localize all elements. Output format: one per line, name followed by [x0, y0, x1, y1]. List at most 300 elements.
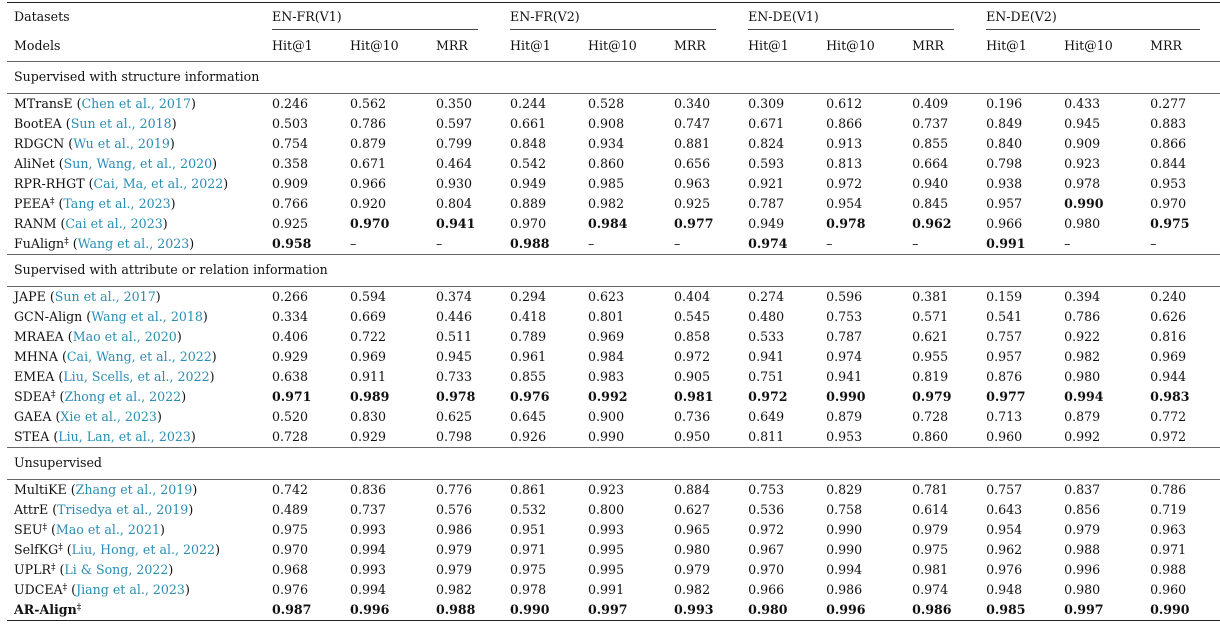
- citation-year: 2019: [137, 135, 170, 151]
- value-cell: 0.990: [1150, 600, 1220, 621]
- value-cell: 0.988: [436, 600, 510, 621]
- table-row: [7, 174, 1220, 194]
- value-cell: 0.980: [1064, 368, 1101, 384]
- citation: (Wu et al., 2019): [64, 135, 175, 151]
- table-row: [7, 287, 1220, 308]
- value-cell: 0.757: [986, 481, 1023, 497]
- value-cell: 0.970: [748, 561, 785, 577]
- model-name: RDGCN: [14, 135, 65, 151]
- citation-year: 2019: [160, 481, 193, 497]
- value-cell: 0.536: [748, 501, 785, 517]
- model-cell: [7, 540, 272, 560]
- value-cell: 0.966: [748, 581, 785, 597]
- value-cell: 0.954: [986, 521, 1023, 537]
- value-cell: 0.982: [674, 581, 711, 597]
- dataset-group-label: EN-DE(V2): [986, 11, 1200, 31]
- metric-header: Hit@1: [510, 38, 551, 54]
- model-cell: [7, 214, 272, 234]
- model-name: SelfKG: [14, 541, 59, 557]
- value-cell: 0.562: [350, 95, 387, 111]
- citation-authors: Liu, Scells, et al.,: [63, 368, 178, 384]
- value-cell: 0.816: [1150, 328, 1187, 344]
- citation-year: 2017: [123, 288, 156, 304]
- model-name: JAPE: [14, 288, 46, 304]
- citation: (Chen et al., 2017): [72, 95, 196, 111]
- model-name: AliNet: [14, 155, 55, 171]
- value-cell: 0.945: [1064, 115, 1101, 131]
- citation-authors: Cai, Ma, et al.,: [93, 175, 192, 191]
- value-cell: 0.941: [436, 215, 476, 231]
- value-cell: 0.979: [1064, 521, 1101, 537]
- value-cell: 0.754: [272, 135, 309, 151]
- value-cell: 0.965: [674, 521, 711, 537]
- value-cell: 0.989: [350, 388, 390, 404]
- value-cell: 0.858: [674, 328, 711, 344]
- table-row: [7, 500, 1220, 520]
- value-cell: 0.983: [1150, 388, 1190, 404]
- value-cell: 0.997: [1064, 600, 1150, 621]
- value-cell: 0.786: [350, 115, 387, 131]
- value-cell: 0.542: [510, 155, 547, 171]
- double-dagger-mark: ‡: [49, 196, 55, 207]
- value-cell: 0.951: [510, 521, 547, 537]
- metric-header: Hit@1: [986, 38, 1027, 54]
- model-name: BootEA: [14, 115, 62, 131]
- value-cell: 0.962: [912, 215, 952, 231]
- value-cell: 0.340: [674, 95, 711, 111]
- value-cell: 0.489: [272, 501, 309, 517]
- value-cell: 0.274: [748, 288, 785, 304]
- table-row: [7, 407, 1220, 427]
- model-cell: [7, 114, 272, 134]
- value-cell: 0.953: [1150, 175, 1187, 191]
- double-dagger-mark: ‡: [51, 389, 56, 400]
- value-cell: 0.879: [826, 408, 863, 424]
- value-cell: 0.900: [588, 408, 625, 424]
- value-cell: 0.976: [510, 388, 550, 404]
- citation-link[interactable]: [73, 136, 170, 151]
- citation-link[interactable]: [64, 156, 213, 171]
- citation: (Trisedya et al., 2019): [48, 501, 194, 517]
- model-cell: [7, 387, 272, 407]
- table-row: [7, 560, 1220, 580]
- value-cell: 0.532: [510, 501, 547, 517]
- value-cell: 0.786: [1064, 308, 1101, 324]
- citation-year: 2023: [130, 215, 163, 231]
- value-cell: 0.571: [912, 308, 949, 324]
- value-cell: 0.975: [510, 561, 547, 577]
- value-cell: 0.576: [436, 501, 473, 517]
- citation-link[interactable]: [67, 349, 212, 364]
- table-row: [7, 427, 1220, 448]
- citation-authors: Liu, Hong, et al.,: [71, 541, 183, 557]
- value-cell: 0.923: [588, 481, 625, 497]
- double-dagger-mark: ‡: [64, 236, 69, 247]
- value-cell: 0.926: [510, 428, 547, 444]
- value-cell: 0.992: [1064, 428, 1101, 444]
- value-cell: 0.911: [350, 368, 387, 384]
- citation-authors: Sun, Wang, et al.,: [63, 155, 181, 171]
- citation: (Li & Song, 2022): [55, 561, 174, 577]
- value-cell: 0.358: [272, 155, 309, 171]
- value-cell: 0.905: [674, 368, 711, 384]
- model-cell: [7, 367, 272, 387]
- model-name: GAEA: [14, 408, 52, 424]
- value-cell: 0.798: [436, 428, 473, 444]
- citation-link[interactable]: [65, 216, 162, 231]
- table-row: [7, 327, 1220, 347]
- value-cell: 0.866: [826, 115, 863, 131]
- dataset-group-en-fr-v2: [510, 3, 748, 33]
- value-cell: 0.990: [510, 600, 588, 621]
- value-cell: 0.945: [436, 348, 473, 364]
- value-cell: 0.909: [1064, 135, 1101, 151]
- citation-year: 2023: [158, 428, 191, 444]
- value-cell: 0.980: [674, 541, 711, 557]
- citation-link[interactable]: [55, 289, 156, 304]
- citation-year: 2020: [144, 328, 177, 344]
- value-cell: 0.829: [826, 481, 863, 497]
- value-cell: 0.433: [1064, 95, 1101, 111]
- value-cell: 0.929: [272, 348, 309, 364]
- value-cell: 0.994: [826, 561, 863, 577]
- citation-link[interactable]: [63, 369, 209, 384]
- value-cell: 0.879: [1064, 408, 1101, 424]
- value-cell: 0.883: [1150, 115, 1187, 131]
- citation: (Cai et al., 2023): [56, 215, 168, 231]
- value-cell: 0.800: [588, 501, 625, 517]
- value-cell: 0.884: [674, 481, 711, 497]
- value-cell: 0.980: [1064, 581, 1101, 597]
- double-dagger-mark: ‡: [42, 522, 47, 533]
- table-row: [7, 194, 1220, 214]
- value-cell: –: [1150, 235, 1157, 251]
- value-cell: 0.991: [588, 581, 625, 597]
- citation-year: 2017: [158, 95, 191, 111]
- value-cell: 0.972: [826, 175, 863, 191]
- table-row: [7, 234, 1220, 255]
- table-row: [7, 600, 1220, 621]
- citation: (Cai, Ma, et al., 2022): [84, 175, 229, 191]
- model-cell: [7, 154, 272, 174]
- value-cell: 0.974: [748, 235, 788, 251]
- value-cell: 0.593: [748, 155, 785, 171]
- citation-authors: Tang et al.,: [63, 195, 139, 211]
- value-cell: 0.404: [674, 288, 711, 304]
- value-cell: 0.961: [510, 348, 547, 364]
- value-cell: 0.196: [986, 95, 1023, 111]
- value-cell: 0.974: [912, 581, 949, 597]
- value-cell: 0.855: [510, 368, 547, 384]
- value-cell: 0.294: [510, 288, 547, 304]
- model-name: STEA: [14, 428, 50, 444]
- value-cell: 0.545: [674, 308, 711, 324]
- value-cell: 0.848: [510, 135, 547, 151]
- citation-link[interactable]: [76, 582, 185, 597]
- value-cell: 0.627: [674, 501, 711, 517]
- citation: (Zhong et al., 2022): [55, 388, 187, 404]
- value-cell: 0.861: [510, 481, 547, 497]
- value-cell: 0.976: [986, 561, 1023, 577]
- model-cell: [7, 287, 272, 308]
- model-name: MHNA: [14, 348, 58, 364]
- value-cell: 0.993: [588, 521, 625, 537]
- value-cell: 0.990: [588, 428, 625, 444]
- citation-authors: Wang et al.,: [77, 235, 158, 251]
- value-cell: 0.511: [436, 328, 473, 344]
- table-row: [7, 134, 1220, 154]
- citation-link[interactable]: [58, 429, 191, 444]
- value-cell: 0.742: [272, 481, 309, 497]
- value-cell: 0.972: [748, 388, 788, 404]
- citation-link[interactable]: [78, 236, 190, 251]
- value-cell: 0.159: [986, 288, 1023, 304]
- value-cell: 0.736: [674, 408, 711, 424]
- metric-header: MRR: [674, 38, 706, 54]
- value-cell: 0.612: [826, 95, 863, 111]
- section-title: Supervised with attribute or relation information: [7, 255, 1220, 287]
- value-cell: 0.969: [1150, 348, 1187, 364]
- citation-link[interactable]: [64, 562, 168, 577]
- table-row: [7, 114, 1220, 134]
- value-cell: 0.621: [912, 328, 949, 344]
- value-cell: 0.533: [748, 328, 785, 344]
- citation-year: 2022: [191, 175, 224, 191]
- value-cell: 0.789: [510, 328, 547, 344]
- header-row-datasets: [7, 3, 1220, 33]
- model-name: PEEA: [14, 195, 50, 211]
- value-cell: 0.277: [1150, 95, 1187, 111]
- value-cell: 0.503: [272, 115, 309, 131]
- value-cell: 0.934: [588, 135, 625, 151]
- value-cell: 0.982: [436, 581, 473, 597]
- value-cell: 0.638: [272, 368, 309, 384]
- citation-link[interactable]: [57, 502, 188, 517]
- citation-authors: Zhong et al.,: [64, 388, 150, 404]
- citation-year: 2023: [124, 408, 157, 424]
- citation-link[interactable]: [72, 542, 215, 557]
- model-name: UPLR: [14, 561, 51, 577]
- value-cell: 0.656: [674, 155, 711, 171]
- value-cell: 0.995: [588, 541, 625, 557]
- value-cell: 0.480: [748, 308, 785, 324]
- value-cell: 0.737: [350, 501, 387, 517]
- value-cell: 0.987: [272, 600, 350, 621]
- citation-link[interactable]: [82, 96, 191, 111]
- value-cell: 0.819: [912, 368, 949, 384]
- section-title: Unsupervised: [7, 448, 1220, 480]
- value-cell: 0.982: [588, 195, 625, 211]
- citation-authors: Mao et al.,: [72, 328, 145, 344]
- value-cell: 0.240: [1150, 288, 1187, 304]
- citation-authors: Liu, Lan, et al.,: [58, 428, 159, 444]
- value-cell: 0.855: [912, 135, 949, 151]
- value-cell: 0.909: [272, 175, 309, 191]
- value-cell: 0.984: [588, 215, 628, 231]
- table-row: [7, 480, 1220, 501]
- value-cell: 0.266: [272, 288, 309, 304]
- value-cell: 0.849: [986, 115, 1023, 131]
- value-cell: 0.594: [350, 288, 387, 304]
- value-cell: 0.374: [436, 288, 473, 304]
- citation-year: 2023: [152, 581, 185, 597]
- value-cell: 0.596: [826, 288, 863, 304]
- value-cell: 0.830: [350, 408, 387, 424]
- value-cell: 0.963: [674, 175, 711, 191]
- metric-header: Hit@10: [1064, 38, 1113, 54]
- metric-header: MRR: [912, 38, 944, 54]
- table-row: [7, 520, 1220, 540]
- value-cell: 0.994: [350, 581, 387, 597]
- citation: (Tang et al., 2023): [54, 195, 176, 211]
- model-cell: [7, 307, 272, 327]
- dataset-group-label: EN-FR(V1): [272, 11, 478, 31]
- table-row: [7, 347, 1220, 367]
- value-cell: 0.993: [350, 561, 387, 577]
- value-cell: 0.981: [912, 561, 949, 577]
- citation-year: 2022: [179, 348, 212, 364]
- value-cell: 0.972: [674, 348, 711, 364]
- section-title: Supervised with structure information: [7, 62, 1220, 94]
- value-cell: 0.844: [1150, 155, 1187, 171]
- datasets-label: Datasets: [7, 3, 272, 33]
- metric-header: MRR: [1150, 38, 1182, 54]
- citation-authors: Sun et al.,: [54, 288, 124, 304]
- value-cell: 0.988: [1150, 561, 1187, 577]
- citation-year: 2021: [127, 521, 160, 537]
- metric-header: Hit@10: [350, 38, 399, 54]
- value-cell: 0.786: [1150, 481, 1187, 497]
- citation-link[interactable]: [91, 309, 203, 324]
- citation-link[interactable]: [56, 522, 160, 537]
- model-name: RANM: [14, 215, 57, 231]
- citation: (Cai, Wang, et al., 2022): [58, 348, 217, 364]
- citation-link[interactable]: [60, 409, 157, 424]
- models-label: Models: [14, 38, 61, 54]
- model-cell: [7, 580, 272, 600]
- metric-header: Hit@1: [272, 38, 313, 54]
- table-row: [7, 307, 1220, 327]
- double-dagger-mark: ‡: [62, 582, 68, 593]
- value-cell: –: [588, 235, 595, 251]
- value-cell: 0.980: [1064, 215, 1101, 231]
- value-cell: 0.992: [588, 388, 628, 404]
- citation-authors: Trisedya et al.,: [57, 501, 157, 517]
- value-cell: 0.971: [1150, 541, 1187, 557]
- value-cell: 0.993: [674, 600, 748, 621]
- value-cell: 0.661: [510, 115, 547, 131]
- value-cell: 0.957: [986, 348, 1023, 364]
- citation: (Wang et al., 2023): [68, 235, 195, 251]
- dataset-group-en-de-v1: [748, 3, 986, 33]
- value-cell: 0.977: [674, 215, 714, 231]
- value-cell: 0.977: [986, 388, 1026, 404]
- value-cell: 0.753: [748, 481, 785, 497]
- citation: (Sun, Wang, et al., 2020): [54, 155, 218, 171]
- model-name: AttrE: [14, 501, 49, 517]
- value-cell: 0.776: [436, 481, 473, 497]
- citation: (Liu, Lan, et al., 2023): [49, 428, 196, 444]
- value-cell: 0.246: [272, 95, 309, 111]
- value-cell: 0.406: [272, 328, 309, 344]
- value-cell: 0.733: [436, 368, 473, 384]
- citation-link[interactable]: [73, 329, 177, 344]
- dataset-group-en-fr-v1: [272, 3, 510, 33]
- model-name: FuAlign: [14, 235, 65, 251]
- model-cell: [7, 94, 272, 115]
- table-row: [7, 94, 1220, 115]
- value-cell: 0.978: [1064, 175, 1101, 191]
- value-cell: 0.972: [1150, 428, 1187, 444]
- value-cell: 0.908: [588, 115, 625, 131]
- value-cell: 0.986: [826, 581, 863, 597]
- value-cell: 0.719: [1150, 501, 1187, 517]
- value-cell: 0.664: [912, 155, 949, 171]
- value-cell: 0.541: [986, 308, 1023, 324]
- citation-authors: Cai et al.,: [65, 215, 131, 231]
- value-cell: 0.464: [436, 155, 473, 171]
- model-name: AR-Align: [14, 601, 77, 617]
- value-cell: 0.938: [986, 175, 1023, 191]
- citation-link[interactable]: [64, 389, 181, 404]
- citation-year: 2023: [157, 235, 190, 251]
- citation-year: 2022: [177, 368, 210, 384]
- value-cell: 0.994: [1064, 388, 1104, 404]
- value-cell: 0.804: [436, 195, 473, 211]
- model-cell: [7, 327, 272, 347]
- value-cell: 0.649: [748, 408, 785, 424]
- value-cell: 0.446: [436, 308, 473, 324]
- citation-link[interactable]: [63, 196, 170, 211]
- value-cell: 0.968: [272, 561, 309, 577]
- value-cell: 0.970: [510, 215, 547, 231]
- value-cell: 0.996: [1064, 561, 1101, 577]
- value-cell: 0.948: [986, 581, 1023, 597]
- value-cell: 0.988: [1064, 541, 1101, 557]
- value-cell: 0.824: [748, 135, 785, 151]
- value-cell: 0.970: [350, 215, 390, 231]
- value-cell: 0.244: [510, 95, 547, 111]
- value-cell: 0.921: [748, 175, 785, 191]
- value-cell: 0.979: [674, 561, 711, 577]
- citation-link[interactable]: [94, 176, 224, 191]
- table-row: [7, 387, 1220, 407]
- header-row-metrics: [7, 32, 1220, 62]
- value-cell: 0.949: [748, 215, 785, 231]
- value-cell: 0.971: [272, 388, 312, 404]
- value-cell: 0.860: [588, 155, 625, 171]
- value-cell: 0.409: [912, 95, 949, 111]
- citation-year: 2019: [156, 501, 189, 517]
- value-cell: 0.971: [510, 541, 547, 557]
- value-cell: 0.941: [748, 348, 785, 364]
- citation: (Mao et al., 2020): [63, 328, 182, 344]
- value-cell: 0.669: [350, 308, 387, 324]
- dataset-group-label: EN-FR(V2): [510, 11, 716, 31]
- model-name: SDEA: [14, 388, 52, 404]
- value-cell: 0.713: [986, 408, 1023, 424]
- value-cell: 0.350: [436, 95, 473, 111]
- citation-authors: Xie et al.,: [60, 408, 125, 424]
- value-cell: 0.986: [436, 521, 473, 537]
- value-cell: 0.978: [510, 581, 547, 597]
- table-row: [7, 540, 1220, 560]
- value-cell: 0.758: [826, 501, 863, 517]
- citation-link[interactable]: [76, 482, 193, 497]
- model-cell: [7, 427, 272, 448]
- value-cell: 0.787: [748, 195, 785, 211]
- citation-link[interactable]: [71, 116, 172, 131]
